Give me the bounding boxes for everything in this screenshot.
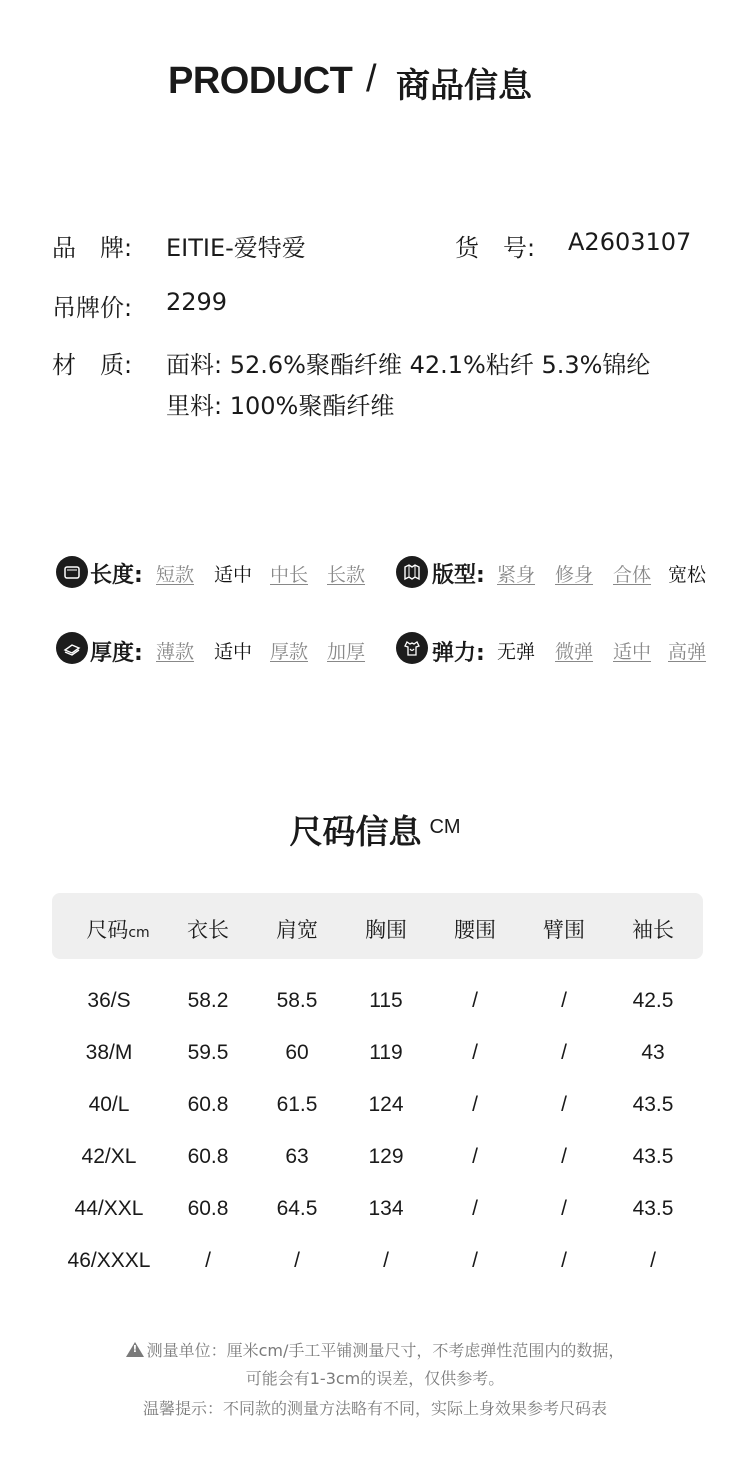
table-cell: 42.5 [632, 989, 674, 1012]
warning-icon [126, 1342, 144, 1357]
material-lining: 里料: 100%聚酯纤维 [166, 392, 395, 420]
table-cell: 60.8 [187, 1145, 229, 1168]
table-cell: 58.5 [276, 989, 318, 1012]
table-cell: 43.5 [632, 1197, 674, 1220]
table-cell: 115 [369, 989, 403, 1012]
table-cell: / [472, 1093, 478, 1116]
fit-option-tight: 紧身 [497, 564, 536, 586]
table-cell: 43.5 [632, 1145, 674, 1168]
size-chart-heading: 尺码信息 [289, 812, 422, 851]
error-note: 可能会有1-3cm的误差，仅供参考。 [245, 1369, 505, 1388]
length-column-header: 衣长 [187, 918, 229, 942]
brand-value: EITIE-爱特爱 [166, 234, 306, 262]
table-cell: 134 [368, 1197, 404, 1220]
stretch-option-medium: 适中 [613, 641, 652, 663]
size-chart-unit: CM [429, 816, 461, 838]
stretch-option-slight: 微弹 [555, 641, 594, 663]
stretch-option-none: 无弹 [497, 641, 536, 663]
arm-column-header: 臂围 [543, 918, 585, 942]
brand-label: 品 牌: [52, 234, 133, 262]
table-row-size: 44/XXL [74, 1197, 144, 1220]
length-option-long: 长款 [327, 564, 366, 586]
table-cell: 63 [285, 1145, 309, 1168]
measurement-note [0, 1338, 750, 1361]
tips-note: 温馨提示：不同款的测量方法略有不同，实际上身效果参考尺码表 [142, 1399, 607, 1418]
table-row-size: 40/L [88, 1093, 130, 1116]
table-cell: / [294, 1249, 300, 1272]
sku-label: 货 号: [455, 234, 536, 262]
table-cell: 58.2 [187, 989, 229, 1012]
length-option-short: 短款 [156, 564, 195, 586]
size-column-header-unit: cm [128, 925, 150, 941]
measurement-note-text: 测量单位：厘米cm/手工平铺测量尺寸，不考虑弹性范围内的数据， [146, 1341, 625, 1360]
table-cell: / [650, 1249, 656, 1272]
table-row-size: 42/XL [81, 1145, 137, 1168]
length-label: 长度: [90, 563, 143, 588]
fit-option-loose: 宽松 [668, 564, 707, 586]
material-label: 材 质: [52, 351, 133, 379]
fit-option-slim: 修身 [555, 564, 594, 586]
thickness-icon [56, 632, 88, 664]
sleeve-column-header: 袖长 [632, 918, 674, 942]
length-option-mid: 中长 [270, 564, 309, 586]
stretch-label: 弹力: [432, 641, 485, 666]
table-row-size: 38/M [85, 1041, 133, 1064]
table-cell: / [561, 989, 567, 1012]
table-cell: / [472, 1041, 478, 1064]
title-english: PRODUCT [168, 60, 353, 102]
size-column-header-label: 尺码 [86, 918, 129, 942]
table-cell: 60.8 [187, 1093, 229, 1116]
sku-value: A2603107 [568, 228, 692, 256]
table-cell: 64.5 [276, 1197, 318, 1220]
thickness-option-thin: 薄款 [156, 641, 195, 663]
title-separator: / [366, 58, 377, 100]
table-cell: / [561, 1093, 567, 1116]
table-cell: / [472, 1249, 478, 1272]
fit-option-regular: 合体 [613, 564, 652, 586]
material-shell: 面料: 52.6%聚酯纤维 42.1%粘纤 5.3%锦纶 [166, 351, 651, 379]
table-cell: / [561, 1041, 567, 1064]
table-row-size: 46/XXXL [67, 1249, 151, 1272]
length-option-regular: 适中 [214, 564, 253, 586]
length-icon [56, 556, 88, 588]
table-cell: / [561, 1249, 567, 1272]
fit-icon [396, 556, 428, 588]
thickness-label: 厚度: [90, 641, 143, 666]
thickness-option-extra-thick: 加厚 [327, 641, 366, 663]
table-cell: 60 [285, 1041, 309, 1064]
table-cell: / [205, 1249, 211, 1272]
title-chinese: 商品信息 [396, 66, 532, 106]
thickness-option-regular: 适中 [214, 641, 253, 663]
table-cell: 43 [641, 1041, 665, 1064]
table-row-size: 36/S [87, 989, 131, 1012]
price-value: 2299 [166, 288, 228, 316]
table-cell: 60.8 [187, 1197, 229, 1220]
waist-column-header: 腰围 [454, 918, 496, 942]
table-cell: / [472, 1145, 478, 1168]
table-cell: 124 [368, 1093, 404, 1116]
thickness-option-thick: 厚款 [270, 641, 309, 663]
chest-column-header: 胸围 [365, 918, 407, 942]
table-cell: / [561, 1197, 567, 1220]
table-cell: 59.5 [187, 1041, 229, 1064]
table-cell: 43.5 [632, 1093, 674, 1116]
table-cell: / [472, 1197, 478, 1220]
table-cell: 119 [369, 1041, 403, 1064]
stretch-option-high: 高弹 [668, 641, 707, 663]
table-cell: 61.5 [276, 1093, 318, 1116]
size-column-header [68, 914, 168, 944]
table-cell: / [383, 1249, 389, 1272]
stretch-icon [396, 632, 428, 664]
size-chart-title [0, 806, 750, 853]
table-cell: 129 [368, 1145, 404, 1168]
price-label: 吊牌价: [52, 294, 133, 322]
fit-label: 版型: [432, 563, 485, 588]
shoulder-column-header: 肩宽 [276, 918, 318, 942]
table-cell: / [472, 989, 478, 1012]
table-cell: / [561, 1145, 567, 1168]
